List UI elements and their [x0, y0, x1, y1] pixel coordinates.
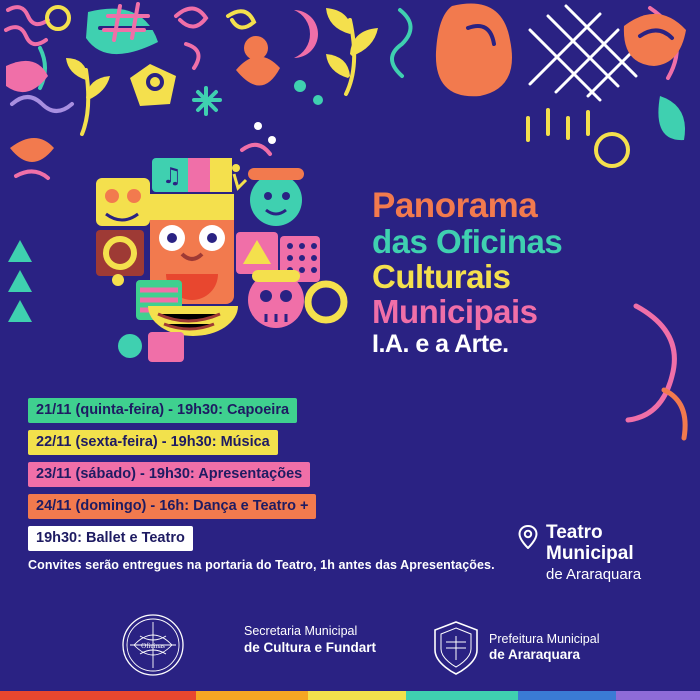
schedule-item-1: 22/11 (sexta-feira) - 19h30: Música — [28, 430, 278, 455]
venue-line-2: Municipal — [546, 543, 634, 565]
schedule-row — [28, 494, 548, 519]
secretaria-line-1: Secretaria Municipal — [244, 624, 358, 638]
footer-logos — [0, 606, 700, 686]
coat-of-arms-icon — [432, 620, 480, 676]
prefeitura-text — [489, 632, 599, 665]
schedule-row — [28, 462, 548, 487]
headline-line-1: Panorama — [372, 186, 538, 225]
schedule-row — [28, 398, 548, 423]
central-illustration — [40, 150, 370, 390]
headline-line-3: Culturais — [372, 258, 511, 295]
svg-text:♫: ♫ — [162, 164, 182, 189]
prefeitura-line-2: de Araraquara — [489, 647, 581, 663]
headline-subtitle: I.A. e a Arte. — [372, 330, 509, 358]
venue-line-1: Teatro — [546, 522, 603, 543]
venue-line-3: de Araraquara — [546, 565, 642, 583]
secretaria-text — [244, 624, 376, 657]
venue-block — [518, 522, 641, 584]
svg-text:Oficinas: Oficinas — [141, 642, 165, 650]
schedule-item-2: 23/11 (sábado) - 19h30: Apresentações — [28, 462, 310, 487]
prefeitura-line-1: Prefeitura Municipal — [489, 631, 600, 646]
schedule-item-0: 21/11 (quinta-feira) - 19h30: Capoeira — [28, 398, 297, 423]
schedule-row — [28, 430, 548, 455]
headline-line-4: Municipais — [372, 293, 538, 330]
prefeitura-logo-group — [432, 620, 599, 676]
schedule-item-3: 24/11 (domingo) - 16h: Dança e Teatro + — [28, 494, 316, 519]
location-pin-icon — [518, 525, 538, 554]
schedule-row — [28, 526, 548, 551]
schedule-item-4: 19h30: Ballet e Teatro — [28, 526, 193, 551]
secretaria-municipal-logo — [244, 624, 376, 657]
bottom-color-bar — [0, 691, 700, 700]
secretaria-line-2: de Cultura e Fundart — [244, 639, 377, 655]
schedule-list — [28, 398, 548, 572]
illustration-svg — [40, 150, 370, 390]
oficinas-seal-icon — [120, 612, 186, 678]
oficinas-culturais-logo — [120, 612, 186, 678]
schedule-note: Convites serão entregues na portaria do Teatro, 1h antes das Apresentações. — [28, 558, 495, 572]
headline-line-2: das Oficinas — [372, 223, 563, 260]
headline-block — [372, 188, 682, 359]
